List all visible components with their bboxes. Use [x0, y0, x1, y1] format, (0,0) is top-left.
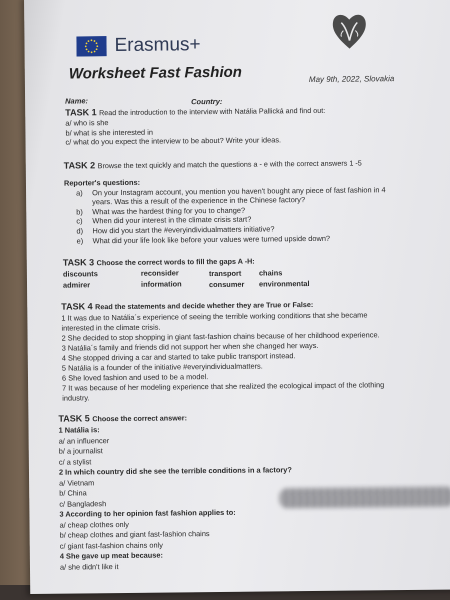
task5-question: 2 In which country did she see the terrible conditions in a factory? — [58, 465, 292, 477]
task4-number: TASK 4 — [61, 301, 93, 312]
task3-heading — [63, 256, 255, 268]
question-line: What did your life look like before your values were turned upside down? — [92, 233, 331, 245]
task4-instruction: Read the statements and decide whether they are True or False: — [95, 299, 314, 312]
task2-question — [77, 233, 387, 246]
task2-subheading: Reporter's questions: — [63, 177, 141, 188]
question-line: When did your interest in the climate crisis start? — [92, 215, 252, 226]
task1-item: c/ what do you expect the interview to be about? Write your ideas. — [65, 135, 282, 147]
eu-flag-icon — [76, 36, 106, 56]
task4-statement: interested in the climate crisis. — [61, 322, 161, 333]
word-bank-item: consumer — [208, 279, 245, 290]
question-line: How did you start the #everyindividualmatters initiative? — [92, 224, 275, 236]
task4-statement: 3 Natália´s family and friends did not support her when she changed her ways. — [61, 340, 319, 353]
worksheet-paper — [24, 0, 450, 594]
task5-option: a/ cheap clothes only — [59, 519, 130, 530]
task4-statement: 2 She decided to stop shopping in giant fast-fashion chains because of her childhood experience. — [61, 330, 380, 343]
task5-section — [58, 411, 293, 572]
task5-option: a/ an influencer — [58, 435, 110, 446]
brand-name: Erasmus+ — [114, 34, 201, 57]
task3-instruction: Choose the correct words to fill the gaps A -H: — [96, 256, 255, 268]
question-line: What was the hardest thing for you to change? — [92, 205, 246, 217]
word-bank-item: information — [140, 279, 182, 289]
task3-number: TASK 3 — [62, 257, 95, 268]
task4-statement: industry. — [62, 393, 90, 403]
task5-heading — [58, 411, 291, 423]
task1-item: a/ who is she — [65, 118, 109, 128]
task1-item: b/ what is she interested in — [65, 127, 153, 138]
task4-statement: 6 She loved fashion and used to be a model. — [61, 372, 209, 383]
task5-question: 4 She gave up meat because: — [59, 550, 164, 561]
task5-option: b/ a journalist — [58, 446, 103, 456]
worksheet-title: Worksheet Fast Fashion — [68, 63, 242, 83]
task5-option: a/ she didn't like it — [59, 561, 119, 572]
task5-question: 3 According to her opinion fast fashion applies to: — [59, 507, 236, 519]
task5-option: c/ giant fast-fashion chains only — [59, 540, 163, 551]
censored-scribble — [279, 487, 450, 509]
task5-option: c/ a stylist — [58, 456, 92, 467]
task5-option: a/ Vietnam — [59, 477, 95, 488]
country-label: Country: — [191, 96, 223, 107]
heart-leaf-logo-icon — [329, 8, 369, 52]
question-letter: d) — [76, 226, 84, 236]
task4-statement: 1 It was due to Natália´s experience of seeing the terrible working conditions that she became — [61, 310, 368, 323]
word-bank-item: environmental — [258, 279, 310, 289]
task1-number: TASK 1 — [65, 107, 97, 118]
word-bank-item: admirer — [62, 280, 91, 290]
task3-word-bank — [63, 266, 393, 291]
word-bank-item: chains — [258, 268, 283, 278]
task2-section — [64, 157, 386, 246]
task4-statement: 4 She stopped driving a car and started to take public transport instead. — [61, 351, 296, 363]
task4-statement: 7 It was because of her modeling experience that she realized the ecological impact of the clothing — [62, 380, 385, 393]
word-bank-item: discounts — [62, 269, 98, 279]
question-letter: a) — [76, 187, 83, 198]
task2-number: TASK 2 — [63, 160, 96, 171]
task4-heading — [61, 298, 383, 311]
task3-section — [63, 256, 255, 268]
task4-statement: 5 Natália is a founder of the initiative #everyindividualmatters. — [61, 361, 263, 373]
task5-option: c/ Bangladesh — [59, 498, 107, 509]
question-line: On your Instagram account, you mention you haven't bought any piece of fast fashion in 4 — [92, 184, 386, 197]
task2-instruction: Browse the text quickly and match the questions a - e with the correct answers 1 -5 — [97, 158, 362, 171]
question-letter: e) — [76, 235, 84, 246]
task5-number: TASK 5 — [58, 413, 90, 424]
question-line: years. Was this a result of the experience in the Chinese factory? — [92, 195, 306, 207]
task5-instruction: Choose the correct answer: — [92, 413, 188, 424]
name-label: Name: — [65, 96, 89, 106]
task2-question — [76, 185, 386, 207]
task2-heading — [64, 157, 386, 170]
task1-section — [65, 105, 325, 148]
task1-instruction: Read the introduction to the interview with Natália Pallická and find out: — [99, 105, 326, 118]
question-letter: c) — [76, 216, 83, 226]
task5-question: 1 Natália is: — [58, 425, 100, 435]
task4-section — [61, 298, 384, 403]
task5-option: b/ cheap clothes and giant fast-fashion chains — [59, 529, 210, 540]
word-bank-item: reconsider — [140, 268, 179, 278]
question-letter: b) — [76, 207, 83, 217]
worksheet-date: May 9th, 2022, Slovakia — [308, 74, 395, 85]
task5-option: b/ China — [59, 488, 87, 498]
word-bank-item: transport — [208, 268, 242, 279]
